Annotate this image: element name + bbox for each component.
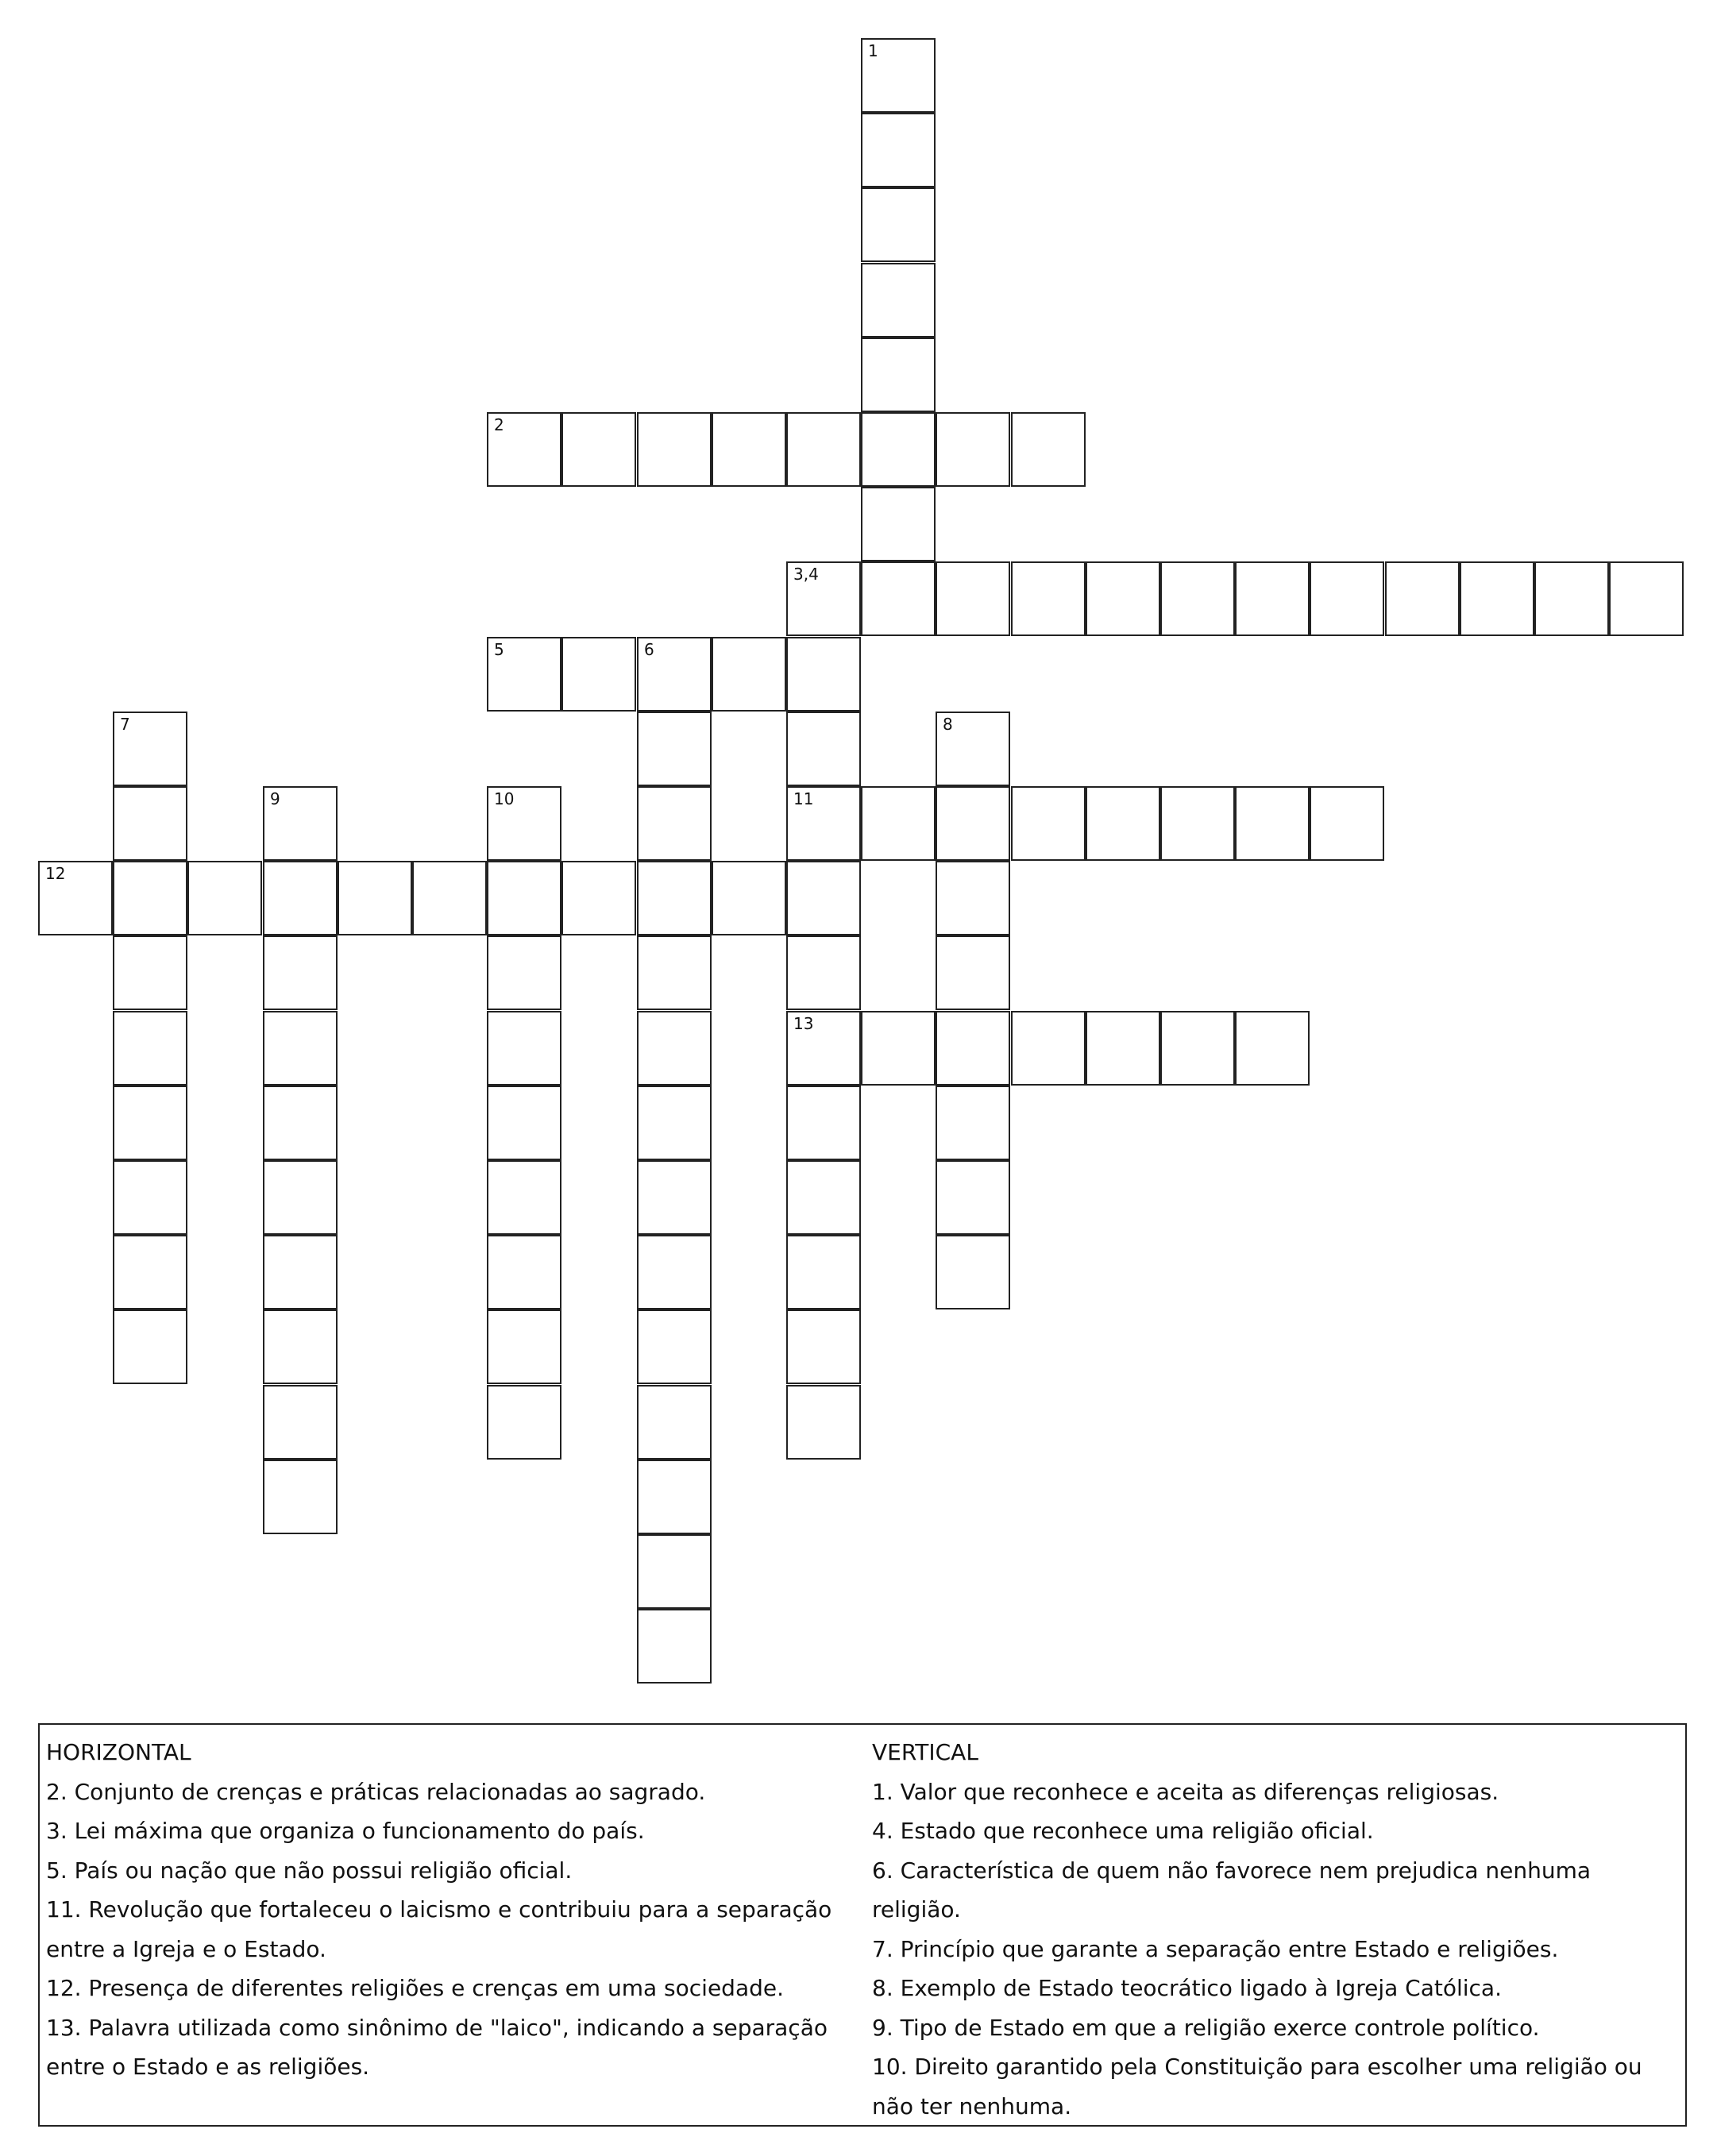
crossword-cell[interactable] xyxy=(786,712,861,786)
crossword-cell[interactable] xyxy=(487,1385,561,1460)
crossword-cell[interactable] xyxy=(786,1235,861,1309)
crossword-cell[interactable] xyxy=(637,861,712,935)
crossword-cell[interactable] xyxy=(861,337,936,412)
crossword-cell[interactable] xyxy=(712,637,786,712)
crossword-cell[interactable] xyxy=(487,935,561,1010)
crossword-cell[interactable] xyxy=(263,861,338,935)
crossword-cell[interactable] xyxy=(786,561,861,636)
crossword-cell[interactable] xyxy=(861,1011,936,1086)
crossword-cell[interactable] xyxy=(487,1235,561,1309)
crossword-cell[interactable] xyxy=(1011,1011,1086,1086)
crossword-cell[interactable] xyxy=(561,412,636,487)
crossword-cell[interactable] xyxy=(637,637,712,712)
crossword-cell[interactable] xyxy=(1086,1011,1160,1086)
crossword-cell[interactable] xyxy=(561,861,636,935)
crossword-cell[interactable] xyxy=(1534,561,1609,636)
cell-number: 11 xyxy=(793,789,814,808)
crossword-cell[interactable] xyxy=(786,1385,861,1460)
vertical-heading: VERTICAL xyxy=(872,1739,978,1765)
crossword-cell[interactable] xyxy=(1310,786,1384,861)
crossword-cell[interactable] xyxy=(936,786,1010,861)
crossword-cell[interactable] xyxy=(786,637,861,712)
crossword-cell[interactable] xyxy=(1011,561,1086,636)
cell-number: 3,4 xyxy=(793,565,819,584)
crossword-cell[interactable] xyxy=(637,1235,712,1309)
horizontal-clues xyxy=(46,1733,856,2087)
clue-horizontal-13: 13. Palavra utilizada como sinônimo de "laico", indicando a separação entre o Estado e as religiões. xyxy=(46,2014,828,2080)
crossword-cell[interactable] xyxy=(637,1160,712,1235)
crossword-cell[interactable] xyxy=(861,187,936,262)
cell-number: 1 xyxy=(868,41,878,60)
clue-horizontal-5: 5. País ou nação que não possui religião oficial. xyxy=(46,1857,573,1884)
crossword-cell[interactable] xyxy=(487,637,561,712)
crossword-cell[interactable] xyxy=(113,1011,187,1086)
crossword-cell[interactable] xyxy=(861,561,936,636)
crossword-cell[interactable] xyxy=(263,1385,338,1460)
crossword-cell[interactable] xyxy=(786,861,861,935)
crossword-cell[interactable] xyxy=(1086,561,1160,636)
crossword-cell[interactable] xyxy=(637,1460,712,1534)
crossword-cell[interactable] xyxy=(861,786,936,861)
crossword-cell[interactable] xyxy=(187,861,262,935)
crossword-cell[interactable] xyxy=(263,786,338,861)
crossword-cell[interactable] xyxy=(936,935,1010,1010)
crossword-cell[interactable] xyxy=(861,487,936,561)
crossword-cell[interactable] xyxy=(1385,561,1460,636)
crossword-cell[interactable] xyxy=(561,637,636,712)
crossword-cell[interactable] xyxy=(487,1160,561,1235)
crossword-cell[interactable] xyxy=(936,1160,1010,1235)
clues-box xyxy=(38,1723,1687,2127)
cell-number: 12 xyxy=(45,864,66,883)
crossword-cell[interactable] xyxy=(637,412,712,487)
crossword-cell[interactable] xyxy=(936,1235,1010,1309)
clue-vertical-6: 6. Característica de quem não favorece nem prejudica nenhuma religião. xyxy=(872,1857,1592,1923)
crossword-cell[interactable] xyxy=(637,1385,712,1460)
crossword-cell[interactable] xyxy=(637,786,712,861)
crossword-cell[interactable] xyxy=(113,1309,187,1384)
clue-horizontal-2: 2. Conjunto de crenças e práticas relacionadas ao sagrado. xyxy=(46,1778,706,1805)
crossword-cell[interactable] xyxy=(263,1086,338,1160)
crossword-cell[interactable] xyxy=(487,861,561,935)
crossword-cell[interactable] xyxy=(936,1011,1010,1086)
crossword-cell[interactable] xyxy=(1235,1011,1310,1086)
crossword-cell[interactable] xyxy=(113,786,187,861)
crossword-cell[interactable] xyxy=(263,1160,338,1235)
crossword-cell[interactable] xyxy=(263,1011,338,1086)
crossword-cell[interactable] xyxy=(712,412,786,487)
crossword-cell[interactable] xyxy=(861,263,936,337)
crossword-cell[interactable] xyxy=(712,861,786,935)
crossword-cell[interactable] xyxy=(1310,561,1384,636)
crossword-cell[interactable] xyxy=(936,1086,1010,1160)
crossword-cell[interactable] xyxy=(637,935,712,1010)
crossword-cell[interactable] xyxy=(113,861,187,935)
clue-horizontal-11: 11. Revolução que fortaleceu o laicismo e contribuiu para a separação entre a Igreja e o Estado. xyxy=(46,1896,832,1962)
crossword-cell[interactable] xyxy=(786,1160,861,1235)
cell-number: 10 xyxy=(494,789,515,808)
crossword-cell[interactable] xyxy=(487,412,561,487)
crossword-cell[interactable] xyxy=(786,1086,861,1160)
clue-horizontal-12: 12. Presença de diferentes religiões e crenças em uma sociedade. xyxy=(46,1975,785,2001)
crossword-cell[interactable] xyxy=(936,712,1010,786)
crossword-cell[interactable] xyxy=(637,1011,712,1086)
cell-number: 9 xyxy=(270,789,280,808)
crossword-cell[interactable] xyxy=(1086,786,1160,861)
crossword-cell[interactable] xyxy=(263,935,338,1010)
crossword-cell[interactable] xyxy=(487,1011,561,1086)
crossword-cell[interactable] xyxy=(113,1086,187,1160)
crossword-cell[interactable] xyxy=(113,1235,187,1309)
clue-vertical-8: 8. Exemplo de Estado teocrático ligado à Igreja Católica. xyxy=(872,1975,1502,2001)
crossword-cell[interactable] xyxy=(637,1534,712,1609)
crossword-cell[interactable] xyxy=(1160,1011,1235,1086)
crossword-cell[interactable] xyxy=(1609,561,1684,636)
crossword-cell[interactable] xyxy=(786,786,861,861)
crossword-cell[interactable] xyxy=(637,1086,712,1160)
crossword-cell[interactable] xyxy=(263,1309,338,1384)
crossword-cell[interactable] xyxy=(263,1235,338,1309)
crossword-cell[interactable] xyxy=(861,38,936,113)
crossword-cell[interactable] xyxy=(861,412,936,487)
crossword-cell[interactable] xyxy=(113,712,187,786)
cell-number: 6 xyxy=(644,640,654,659)
crossword-cell[interactable] xyxy=(936,412,1010,487)
crossword-cell[interactable] xyxy=(1160,561,1235,636)
crossword-cell[interactable] xyxy=(936,861,1010,935)
crossword-cell[interactable] xyxy=(263,1460,338,1534)
crossword-cell[interactable] xyxy=(338,861,412,935)
crossword-cell[interactable] xyxy=(786,1011,861,1086)
crossword-cell[interactable] xyxy=(38,861,113,935)
clue-vertical-4: 4. Estado que reconhece uma religião oficial. xyxy=(872,1818,1374,1844)
crossword-cell[interactable] xyxy=(637,1309,712,1384)
crossword-cell[interactable] xyxy=(637,1609,712,1684)
clue-vertical-10: 10. Direito garantido pela Constituição para escolher uma religião ou não ter nenhuma. xyxy=(872,2054,1642,2119)
crossword-cell[interactable] xyxy=(113,1160,187,1235)
crossword-cell[interactable] xyxy=(487,1086,561,1160)
cell-number: 5 xyxy=(494,640,504,659)
crossword-cell[interactable] xyxy=(1235,786,1310,861)
vertical-clues xyxy=(872,1733,1682,2126)
clue-vertical-7: 7. Princípio que garante a separação entre Estado e religiões. xyxy=(872,1935,1559,1962)
crossword-cell[interactable] xyxy=(113,935,187,1010)
crossword-cell[interactable] xyxy=(487,1309,561,1384)
cell-number: 2 xyxy=(494,415,504,434)
crossword-cell[interactable] xyxy=(412,861,487,935)
crossword-cell[interactable] xyxy=(786,1309,861,1384)
crossword-cell[interactable] xyxy=(1011,786,1086,861)
crossword-cell[interactable] xyxy=(1235,561,1310,636)
crossword-cell[interactable] xyxy=(786,935,861,1010)
clue-vertical-9: 9. Tipo de Estado em que a religião exerce controle político. xyxy=(872,2014,1540,2041)
cell-number: 13 xyxy=(793,1014,814,1033)
crossword-cell[interactable] xyxy=(637,712,712,786)
crossword-cell[interactable] xyxy=(487,786,561,861)
crossword-cell[interactable] xyxy=(786,412,861,487)
clue-vertical-1: 1. Valor que reconhece e aceita as diferenças religiosas. xyxy=(872,1778,1499,1805)
cell-number: 8 xyxy=(943,715,953,734)
crossword-cell[interactable] xyxy=(936,561,1010,636)
clue-horizontal-3: 3. Lei máxima que organiza o funcionamento do país. xyxy=(46,1818,645,1844)
cell-number: 7 xyxy=(120,715,130,734)
crossword-cell[interactable] xyxy=(1011,412,1086,487)
crossword-cell[interactable] xyxy=(861,113,936,187)
crossword-cell[interactable] xyxy=(1460,561,1534,636)
crossword-cell[interactable] xyxy=(1160,786,1235,861)
horizontal-heading: HORIZONTAL xyxy=(46,1739,191,1765)
